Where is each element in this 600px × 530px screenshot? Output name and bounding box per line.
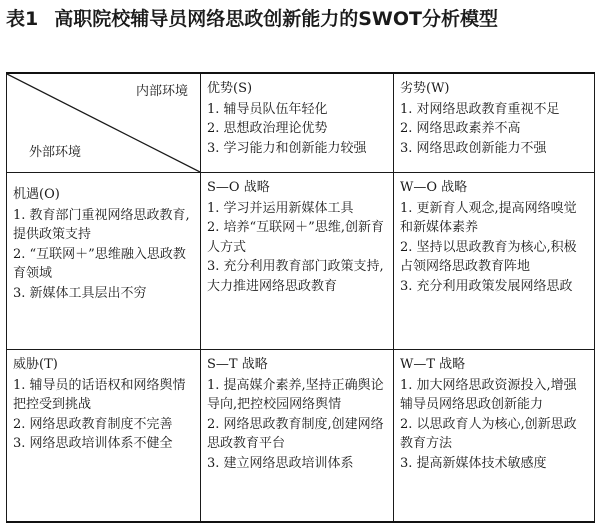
- wo-strategy-item: 2. 坚持以思政教育为核心,积极占领网络思政教育阵地: [400, 239, 577, 274]
- wo-strategy-cell: [394, 173, 595, 350]
- strengths-cell: [201, 73, 394, 173]
- weakness-item: 2. 网络思政素养不高: [400, 121, 521, 136]
- wt-strategy-cell: [394, 350, 595, 523]
- wo-strategy-item: 1. 更新育人观念,提高网络嗅觉和新媒体素养: [400, 200, 577, 235]
- strength-item: 1. 辅导员队伍年轻化: [207, 101, 328, 117]
- so-strategy-item: 1. 学习并运用新媒体工具: [207, 200, 354, 216]
- strength-item: 2. 思想政治理论优势: [207, 121, 328, 136]
- st-strategy-item: 3. 建立网络思政培训体系: [207, 455, 354, 471]
- weaknesses-cell: [394, 73, 595, 173]
- st-strategy-header: S—T 战略: [207, 357, 268, 372]
- opportunity-item: 2. “互联网＋”思维融入思政教育领域: [13, 246, 186, 281]
- table-caption: [6, 4, 596, 35]
- threat-item: 3. 网络思政培训体系不健全: [13, 436, 173, 451]
- threats-cell: [7, 350, 201, 523]
- threat-item: 2. 网络思政教育制度不完善: [13, 416, 173, 432]
- so-strategy-item: 2. 培养“互联网＋”思维,创新育人方式: [207, 220, 384, 255]
- opportunities-cell: [7, 173, 201, 350]
- wt-strategy-item: 1. 加大网络思政资源投入,增强辅导员网络思政创新能力: [400, 377, 577, 412]
- table-number: 表1: [6, 8, 39, 30]
- st-strategy-item: 1. 提高媒介素养,坚持正确舆论导向,把控校园网络舆情: [207, 377, 384, 412]
- wt-strategy-item: 2. 以思政育人为核心,创新思政教育方法: [400, 416, 577, 451]
- strengths-header: 优势(S): [207, 81, 253, 96]
- st-strategy-item: 2. 网络思政教育制度,创建网络思政教育平台: [207, 416, 384, 451]
- opportunity-item: 3. 新媒体工具层出不穷: [13, 285, 147, 301]
- so-strategy-header: S—O 战略: [207, 180, 270, 195]
- wt-strategy-item: 3. 提高新媒体技术敏感度: [400, 455, 547, 471]
- swot-table: [6, 72, 595, 523]
- external-environment-label: 外部环境: [29, 144, 82, 160]
- strength-item: 3. 学习能力和创新能力较强: [207, 140, 367, 156]
- threat-item: 1. 辅导员的话语权和网络舆情把控受到挑战: [13, 377, 186, 412]
- weaknesses-header: 劣势(W): [400, 81, 450, 96]
- wt-strategy-header: W—T 战略: [400, 357, 466, 372]
- st-strategy-cell: [201, 350, 394, 523]
- table-title: 高职院校辅导员网络思政创新能力的SWOT分析模型: [54, 8, 498, 30]
- opportunities-header: 机遇(O): [13, 187, 60, 202]
- threats-header: 威胁(T): [13, 357, 58, 372]
- weakness-item: 3. 网络思政创新能力不强: [400, 140, 547, 156]
- opportunity-item: 1. 教育部门重视网络思政教育,提供政策支持: [13, 207, 190, 242]
- weakness-item: 1. 对网络思政教育重视不足: [400, 101, 560, 117]
- corner-cell: [7, 73, 201, 173]
- so-strategy-item: 3. 充分利用教育部门政策支持,大力推进网络思政教育: [207, 259, 384, 294]
- so-strategy-cell: [201, 173, 394, 350]
- wo-strategy-item: 3. 充分利用政策发展网络思政: [400, 278, 573, 294]
- wo-strategy-header: W—O 战略: [400, 180, 468, 195]
- internal-environment-label: 内部环境: [135, 84, 188, 99]
